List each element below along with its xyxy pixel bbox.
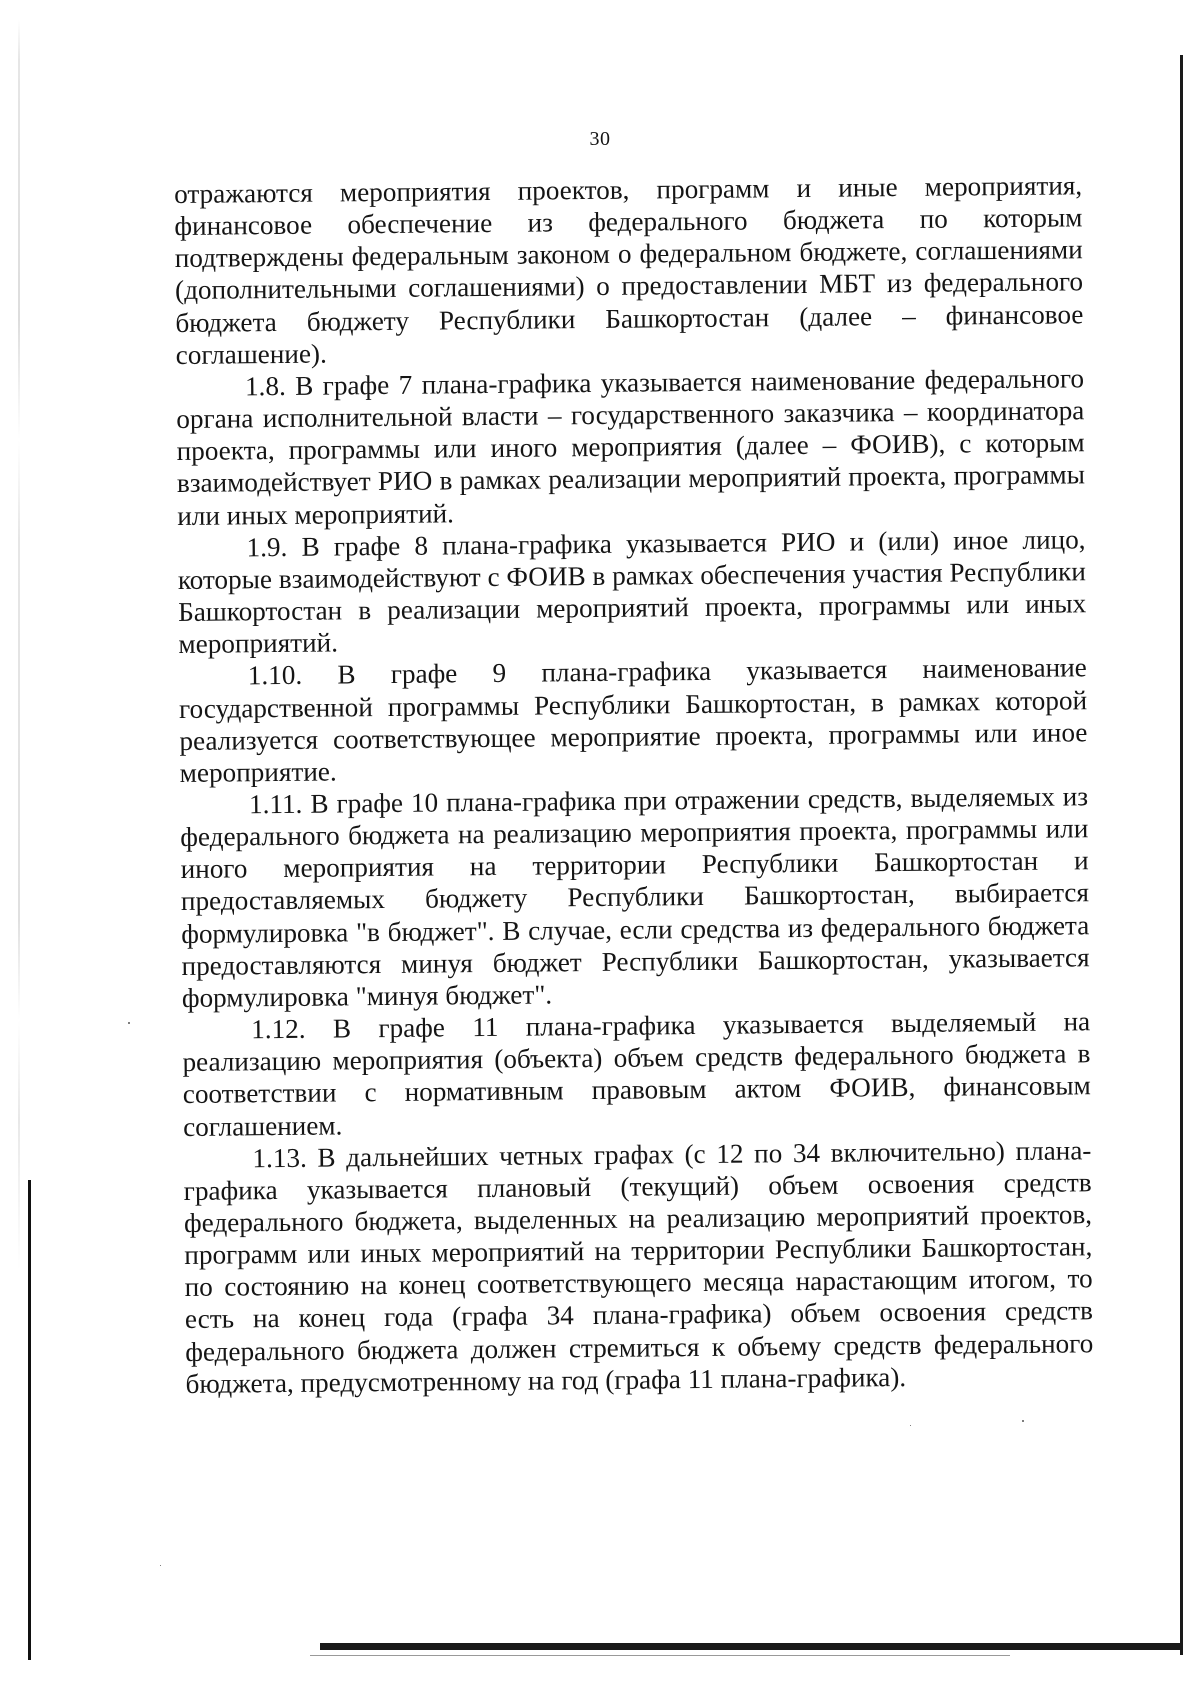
body-text [174,169,1094,1400]
scan-speck [160,1565,161,1566]
scan-speck [910,1425,911,1426]
paragraph-1-10: 1.10. В графе 9 плана-графика указывается наименование государственной программы Республики Башкортостан, в рамках которой реализуется соответствующее мероприятие проекта, программы или иное мероприятие. [178,652,1088,788]
paragraph-1-12: 1.12. В графе 11 плана-графика указывается выделяемый на реализацию мероприятия (объекта) объем средств федерального бюджета в соответствии с нормативным правовым актом ФОИВ, финансовым соглашением. [182,1006,1091,1142]
scan-speck [1022,1420,1024,1422]
scan-edge-bottom-thin [310,1655,1010,1656]
paragraph-1-9: 1.9. В графе 8 плана-графика указывается РИО и (или) иное лицо, которые взаимодействуют с ФОИВ в рамках обеспечения участия Республики Башкортостан в реализации мероприятий проекта, программы или иных мероприятий. [177,523,1087,660]
paragraph-1-11: 1.11. В графе 10 плана-графика при отражении средств, выделяемых из федерального бюджета на реализацию мероприятия проекта, программы или иного мероприятия на территории Республики Башкортостан и предоставляемых бюджету Республики Башкортостан, выбирается формулировка "в бюджет". В случае, если средства из федерального бюджета предоставляются минуя бюджет Республики Башкортостан, указывается формулировка "минуя бюджет". [180,781,1090,1013]
paragraph-1-13: 1.13. В дальнейших четных графах (с 12 по 34 включительно) плана-графика указывается плановый (текущий) объем освоения средств федерального бюджета, выделенных на реализацию мероприятий проектов, программ или иных мероприятий на территории Республики Башкортостан, по состоянию на конец соответствующего месяца нарастающим итогом, то есть на конец года (графа 34 плана-графика) объем освоения средств федерального бюджета должен стремиться к объему средств федерального бюджета, предусмотренному на год (графа 11 плана-графика). [183,1134,1094,1399]
page-number: 30 [589,128,611,150]
scan-edge-left-dark [28,1180,31,1660]
scan-speck [128,1022,130,1024]
scan-edge-left [18,20,20,1680]
paragraph-continuation: отражаются мероприятия проектов, программ и иные мероприятия, финансовое обеспечение из федерального бюджета по которым подтверждены федеральным законом о федеральном бюджете, соглашениями (дополнительными соглашениями) о предоставлении МБТ из федерального бюджета бюджету Республики Башкортостан (далее – финансовое соглашение). [174,170,1084,370]
scan-edge-right [1180,55,1183,1655]
scan-edge-bottom [320,1643,1182,1650]
paragraph-1-8: 1.8. В графе 7 плана-графика указывается наименование федерального органа исполнительной власти – государственного заказчика – координатора проекта, программы или иного мероприятия (далее – ФОИВ), с которым взаимодействует РИО в рамках реализации мероприятий проекта, программы или иных мероприятий. [176,363,1086,531]
